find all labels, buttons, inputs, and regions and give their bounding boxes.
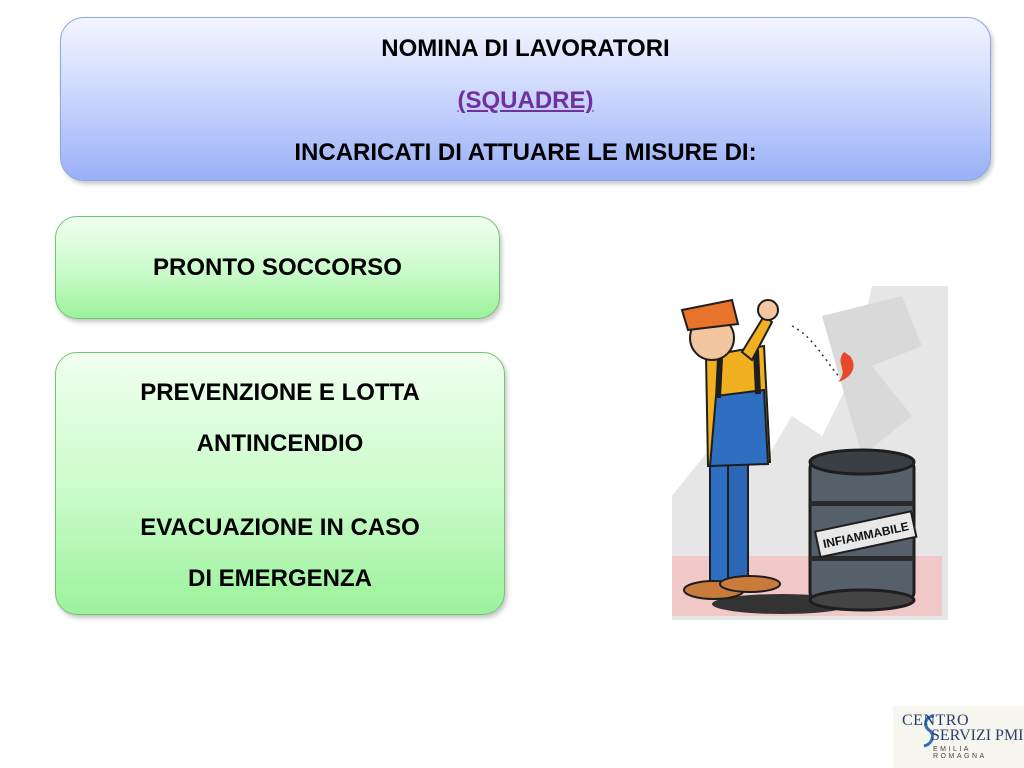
pronto-soccorso-label: PRONTO SOCCORSO: [153, 253, 402, 281]
centro-servizi-logo: [893, 706, 1024, 768]
worker-barrel-illustration: [672, 286, 948, 620]
prevenzione-box: [55, 352, 505, 615]
prevenzione-line1: PREVENZIONE E LOTTA: [140, 379, 420, 406]
evacuazione-line1: EVACUAZIONE IN CASO: [140, 514, 420, 541]
header-box: [60, 17, 991, 181]
pronto-soccorso-box: [55, 216, 500, 319]
squadre-link[interactable]: (SQUADRE): [457, 87, 594, 114]
logo-line2: SERVIZI PMI: [931, 727, 1024, 744]
barrel: [810, 450, 916, 610]
evacuazione-line2: DI EMERGENZA: [187, 565, 372, 592]
prevenzione-line2: ANTINCENDIO: [196, 430, 364, 457]
barrel-label: INFIAMMABILE: [821, 519, 911, 552]
logo-line3: EMILIA ROMAGNA: [933, 746, 987, 760]
header-title: NOMINA DI LAVORATORI: [381, 35, 670, 62]
logo-line1: CENTRO: [902, 712, 969, 729]
header-subtitle: INCARICATI DI ATTUARE LE MISURE DI:: [294, 139, 757, 166]
